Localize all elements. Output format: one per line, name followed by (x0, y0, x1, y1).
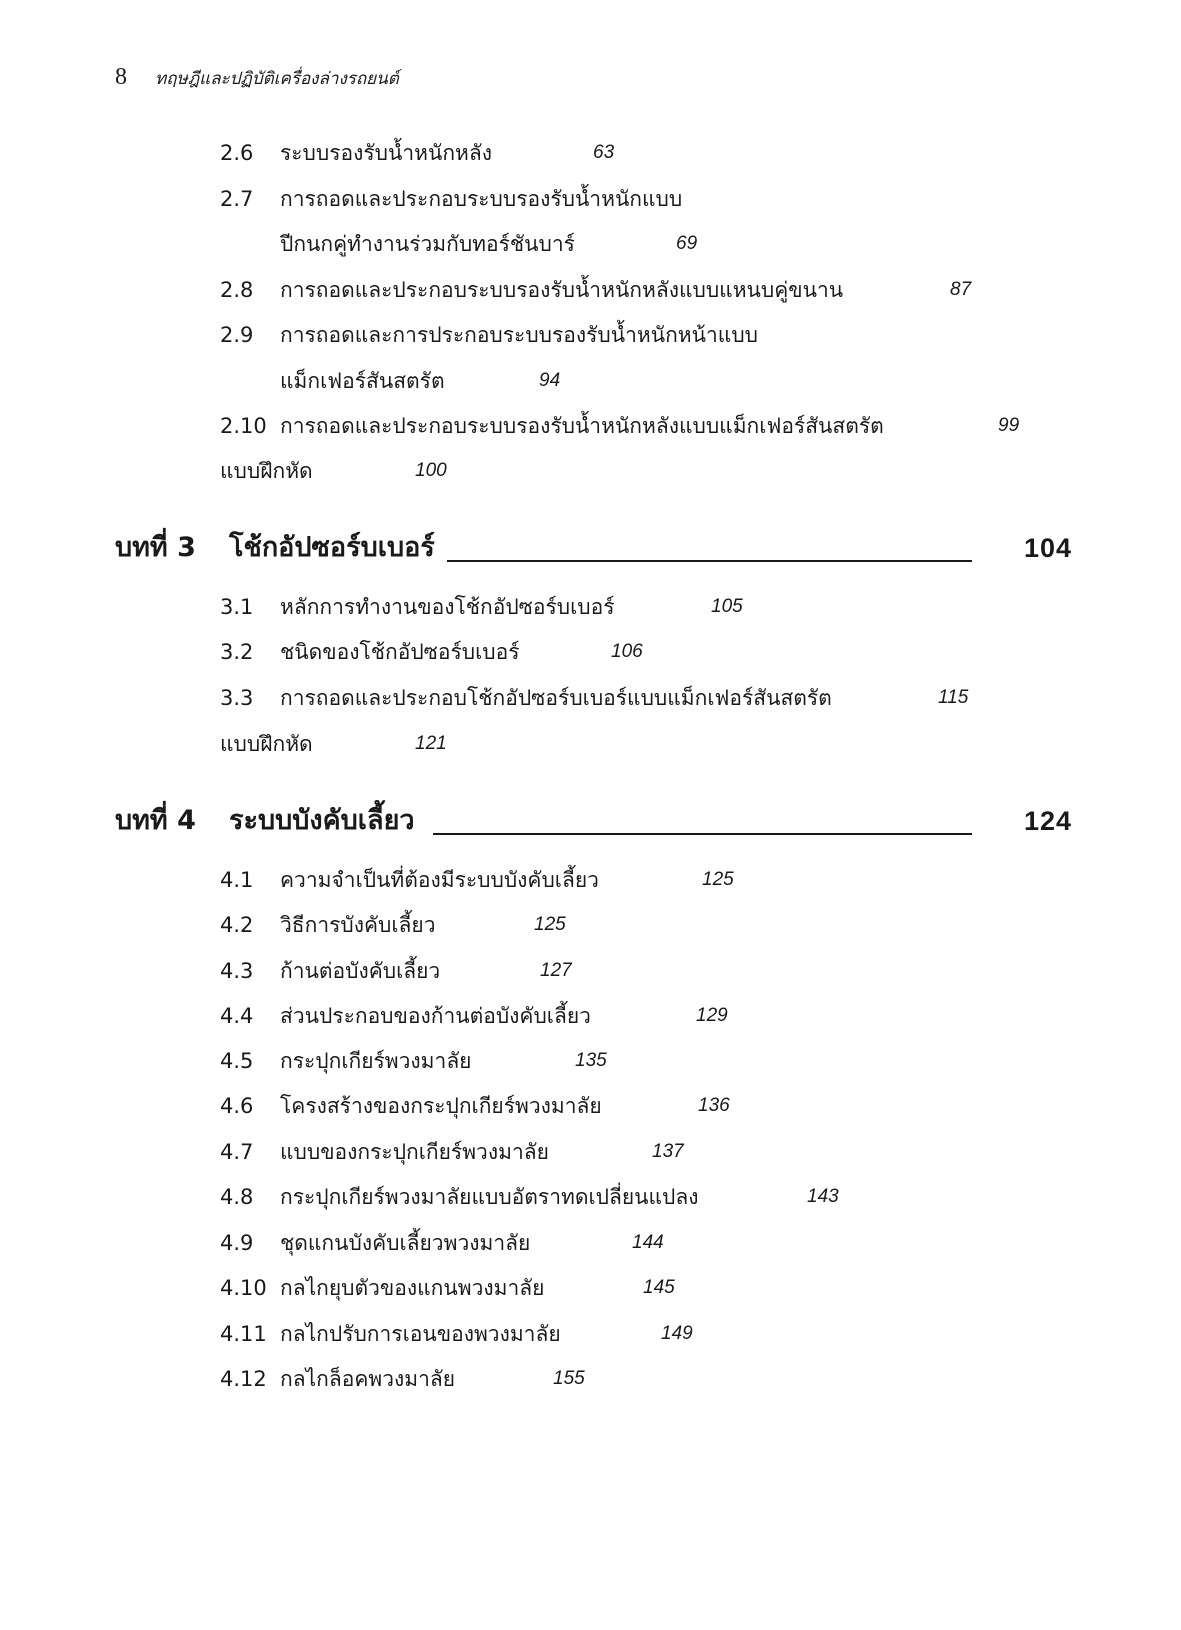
section-title: กลไกล็อคพวงมาลัย (280, 1367, 456, 1391)
section-title: วิธีการบังคับเลี้ยว (280, 913, 436, 937)
page-ref: 99 (998, 415, 1020, 436)
page-ref: 129 (696, 1005, 728, 1026)
chapter-title: ระบบบังคับเลี้ยว (229, 805, 415, 836)
section-title: ชนิดของโช้กอัปซอร์บเบอร์ (280, 640, 520, 664)
toc-entry[interactable] (220, 273, 972, 307)
section-number: 3.3 (220, 686, 254, 710)
chapter-label: บทที่ 4 (115, 805, 196, 836)
toc-entry[interactable] (220, 182, 682, 216)
section-number: 2.7 (220, 187, 254, 211)
section-number: 4.1 (220, 868, 254, 892)
section-title: การถอดและประกอบระบบรองรับน้ำหนักหลังแบบแหนบคู่ขนาน (280, 278, 844, 302)
section-title: กลไกปรับการเอนของพวงมาลัย (280, 1322, 561, 1346)
toc-entry[interactable] (220, 1362, 585, 1396)
toc-exercise[interactable] (220, 727, 447, 761)
exercise-title: แบบฝึกหัด (220, 459, 313, 483)
section-number: 3.2 (220, 640, 254, 664)
page-ref: 137 (652, 1141, 684, 1162)
page-ref: 63 (593, 142, 615, 163)
page-ref: 105 (711, 596, 743, 617)
section-number: 3.1 (220, 595, 254, 619)
section-title: ชุดแกนบังคับเลี้ยวพวงมาลัย (280, 1231, 531, 1255)
toc-entry[interactable] (220, 1180, 839, 1214)
page-ref: 87 (950, 279, 972, 300)
section-number: 4.10 (220, 1276, 267, 1300)
section-title: แบบของกระปุกเกียร์พวงมาลัย (280, 1140, 549, 1164)
section-title: การถอดและการประกอบระบบรองรับน้ำหนักหน้าแบบ (280, 323, 758, 347)
toc-entry-continuation[interactable] (280, 227, 698, 261)
toc-entry[interactable] (220, 1044, 607, 1078)
page-ref: 106 (611, 641, 643, 662)
toc-entry[interactable] (220, 136, 615, 170)
section-title: กระปุกเกียร์พวงมาลัย (280, 1049, 472, 1073)
section-number: 4.8 (220, 1185, 254, 1209)
toc-entry-continuation[interactable] (280, 364, 561, 398)
running-head (115, 64, 399, 98)
toc-entry[interactable] (220, 318, 758, 352)
toc-entry[interactable] (220, 409, 1020, 443)
section-title: ส่วนประกอบของก้านต่อบังคับเลี้ยว (280, 1004, 591, 1028)
toc-entry[interactable] (220, 1226, 664, 1260)
section-title: การถอดและประกอบระบบรองรับน้ำหนักแบบ (280, 187, 683, 211)
section-number: 4.2 (220, 913, 254, 937)
section-number: 2.8 (220, 278, 254, 302)
page-ref: 115 (938, 687, 969, 708)
chapter-rule (447, 560, 972, 562)
toc-entry[interactable] (220, 1135, 684, 1169)
page-ref: 155 (553, 1368, 585, 1389)
page-ref: 100 (415, 460, 447, 481)
section-title: กลไกยุบตัวของแกนพวงมาลัย (280, 1276, 545, 1300)
toc-entry[interactable] (220, 908, 566, 942)
section-title: การถอดและประกอบโช้กอัปซอร์บเบอร์แบบแม็กเฟอร์สันสตรัต (280, 686, 832, 710)
chapter-page: 124 (1023, 806, 1072, 836)
page-ref: 145 (643, 1277, 675, 1298)
section-number: 4.4 (220, 1004, 254, 1028)
page-number: 8 (115, 64, 127, 90)
toc-entry[interactable] (220, 635, 643, 669)
page-ref: 136 (698, 1095, 730, 1116)
toc-entry[interactable] (220, 681, 969, 715)
section-number: 4.3 (220, 959, 254, 983)
page-ref: 144 (632, 1232, 664, 1253)
section-number: 4.12 (220, 1367, 267, 1391)
toc-entry[interactable] (220, 590, 743, 624)
toc-entry[interactable] (220, 999, 728, 1033)
chapter-label: บทที่ 3 (115, 532, 196, 563)
section-number: 4.5 (220, 1049, 254, 1073)
page-ref: 135 (575, 1050, 607, 1071)
chapter-heading[interactable] (115, 799, 1072, 843)
section-title: โครงสร้างของกระปุกเกียร์พวงมาลัย (280, 1094, 602, 1118)
page-ref: 127 (540, 960, 572, 981)
page-ref: 125 (534, 914, 566, 935)
page-ref: 143 (807, 1186, 839, 1207)
section-number: 4.9 (220, 1231, 254, 1255)
section-number: 2.6 (220, 141, 254, 165)
section-title: ก้านต่อบังคับเลี้ยว (280, 959, 441, 983)
toc-entry[interactable] (220, 1317, 693, 1351)
chapter-title: โช้กอัปซอร์บเบอร์ (229, 532, 435, 563)
toc-exercise[interactable] (220, 454, 447, 488)
page-ref: 94 (539, 370, 561, 391)
section-title: หลักการทำงานของโช้กอัปซอร์บเบอร์ (280, 595, 615, 619)
page-ref: 125 (702, 869, 734, 890)
section-title: การถอดและประกอบระบบรองรับน้ำหนักหลังแบบแม็กเฟอร์สันสตรัต (280, 414, 884, 438)
page-ref: 121 (415, 733, 447, 754)
section-title: ระบบรองรับน้ำหนักหลัง (280, 141, 492, 165)
toc-entry[interactable] (220, 1089, 730, 1123)
chapter-heading[interactable] (115, 526, 1072, 570)
chapter-page: 104 (1023, 533, 1072, 563)
section-number: 2.10 (220, 414, 267, 438)
toc-entry[interactable] (220, 954, 572, 988)
section-title-continuation: ปีกนกคู่ทำงานร่วมกับทอร์ชันบาร์ (280, 232, 575, 256)
book-title: ทฤษฎีและปฏิบัติเครื่องล่างรถยนต์ (155, 69, 399, 89)
section-number: 4.6 (220, 1094, 254, 1118)
toc-entry[interactable] (220, 1271, 675, 1305)
section-number: 4.7 (220, 1140, 254, 1164)
chapter-rule (433, 833, 972, 835)
section-number: 2.9 (220, 323, 254, 347)
section-title: กระปุกเกียร์พวงมาลัยแบบอัตราทดเปลี่ยนแปลง (280, 1185, 699, 1209)
section-title: ความจำเป็นที่ต้องมีระบบบังคับเลี้ยว (280, 868, 599, 892)
section-title-continuation: แม็กเฟอร์สันสตรัต (280, 369, 445, 393)
toc-entry[interactable] (220, 863, 734, 897)
page-ref: 69 (676, 233, 698, 254)
section-number: 4.11 (220, 1322, 267, 1346)
page-ref: 149 (661, 1323, 693, 1344)
exercise-title: แบบฝึกหัด (220, 732, 313, 756)
